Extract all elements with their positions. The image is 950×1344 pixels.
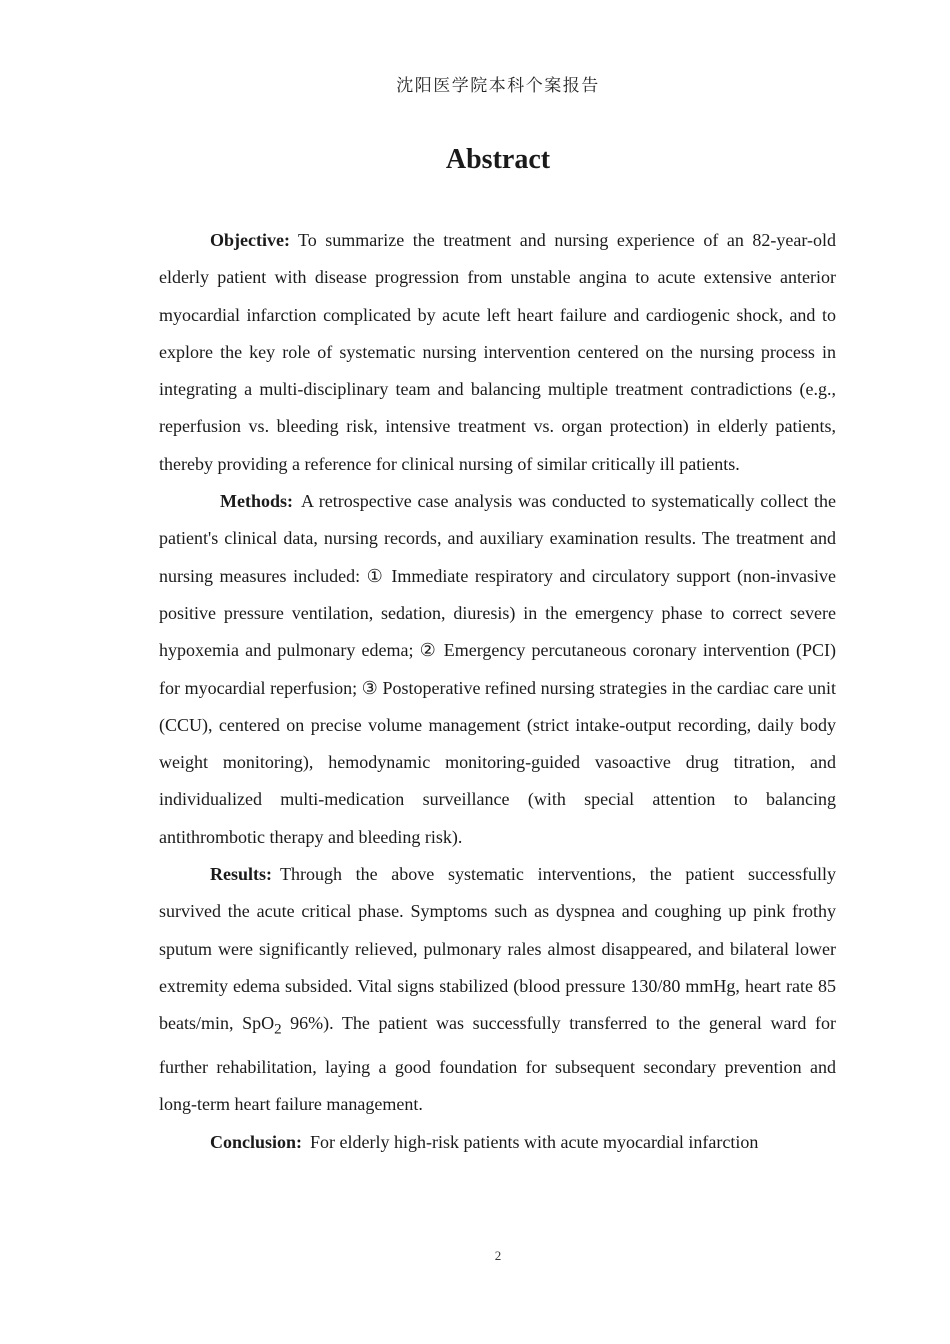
conclusion-text: For elderly high-risk patients with acute myocardial infarction bbox=[310, 1131, 759, 1152]
objective-label: Objective: bbox=[210, 230, 290, 250]
results-label: Results: bbox=[210, 864, 272, 885]
abstract-body bbox=[159, 222, 836, 1161]
results-text-part2: 96%). The patient was successfully transferred to the general ward for further rehabilitation, laying a good foundation for subsequent secondary prevention and long-term heart failure management. bbox=[159, 1013, 837, 1115]
methods-paragraph bbox=[159, 483, 836, 856]
abstract-title: Abstract bbox=[445, 144, 551, 175]
objective-paragraph bbox=[159, 222, 836, 483]
results-paragraph bbox=[159, 856, 836, 1124]
methods-label: Methods: bbox=[220, 491, 293, 512]
results-subscript: 2 bbox=[274, 1021, 282, 1038]
results-text-part1: Through the above systematic interventions, the patient successfully survived the acute critical phase. Symptoms such as dyspnea and coughing up pink frothy sputum were significantly relieved, pulmonary rales almost disappeared, and bilateral lower extremity edema subsided. Vital signs stabilized (blood pressure 130/80 mmHg, heart rate 85 beats/min, SpO bbox=[159, 864, 836, 1034]
objective-text: To summarize the treatment and nursing experience of an 82-year-old elderly patient with disease progression from unstable angina to acute extensive anterior myocardial infarction complicated by acute left heart failure and cardiogenic shock, and to explore the key role of systematic nursing intervention centered on the nursing process in integrating a multi-disciplinary team and balancing multiple treatment contradictions (e.g., reperfusion vs. bleeding risk, intensive treatment vs. organ protection) in elderly patients, thereby providing a reference for clinical nursing of similar critically ill patients. bbox=[159, 230, 836, 474]
page-number: 2 bbox=[494, 1248, 502, 1263]
methods-text: A retrospective case analysis was conducted to systematically collect the patient's clinical data, nursing records, and auxiliary examination results. The treatment and nursing measures included: ① Immediate respiratory and circulatory support (non-invasive positive pressure ventilation, sedation, diuresis) in the emergency phase to correct severe hypoxemia and pulmonary edema; ② Emergency percutaneous coronary intervention (PCI) for myocardial reperfusion; ③ Postoperative refined nursing strategies in the cardiac care unit (CCU), centered on precise volume management (strict intake-output recording, daily body weight monitoring), hemodynamic monitoring-guided vasoactive drug titration, and individualized multi-medication surveillance (with special attention to balancing antithrombotic therapy and bleeding risk). bbox=[159, 491, 836, 847]
running-header: 沈阳医学院本科个案报告 bbox=[396, 76, 600, 96]
conclusion-paragraph bbox=[159, 1124, 836, 1161]
conclusion-label: Conclusion: bbox=[210, 1131, 303, 1152]
